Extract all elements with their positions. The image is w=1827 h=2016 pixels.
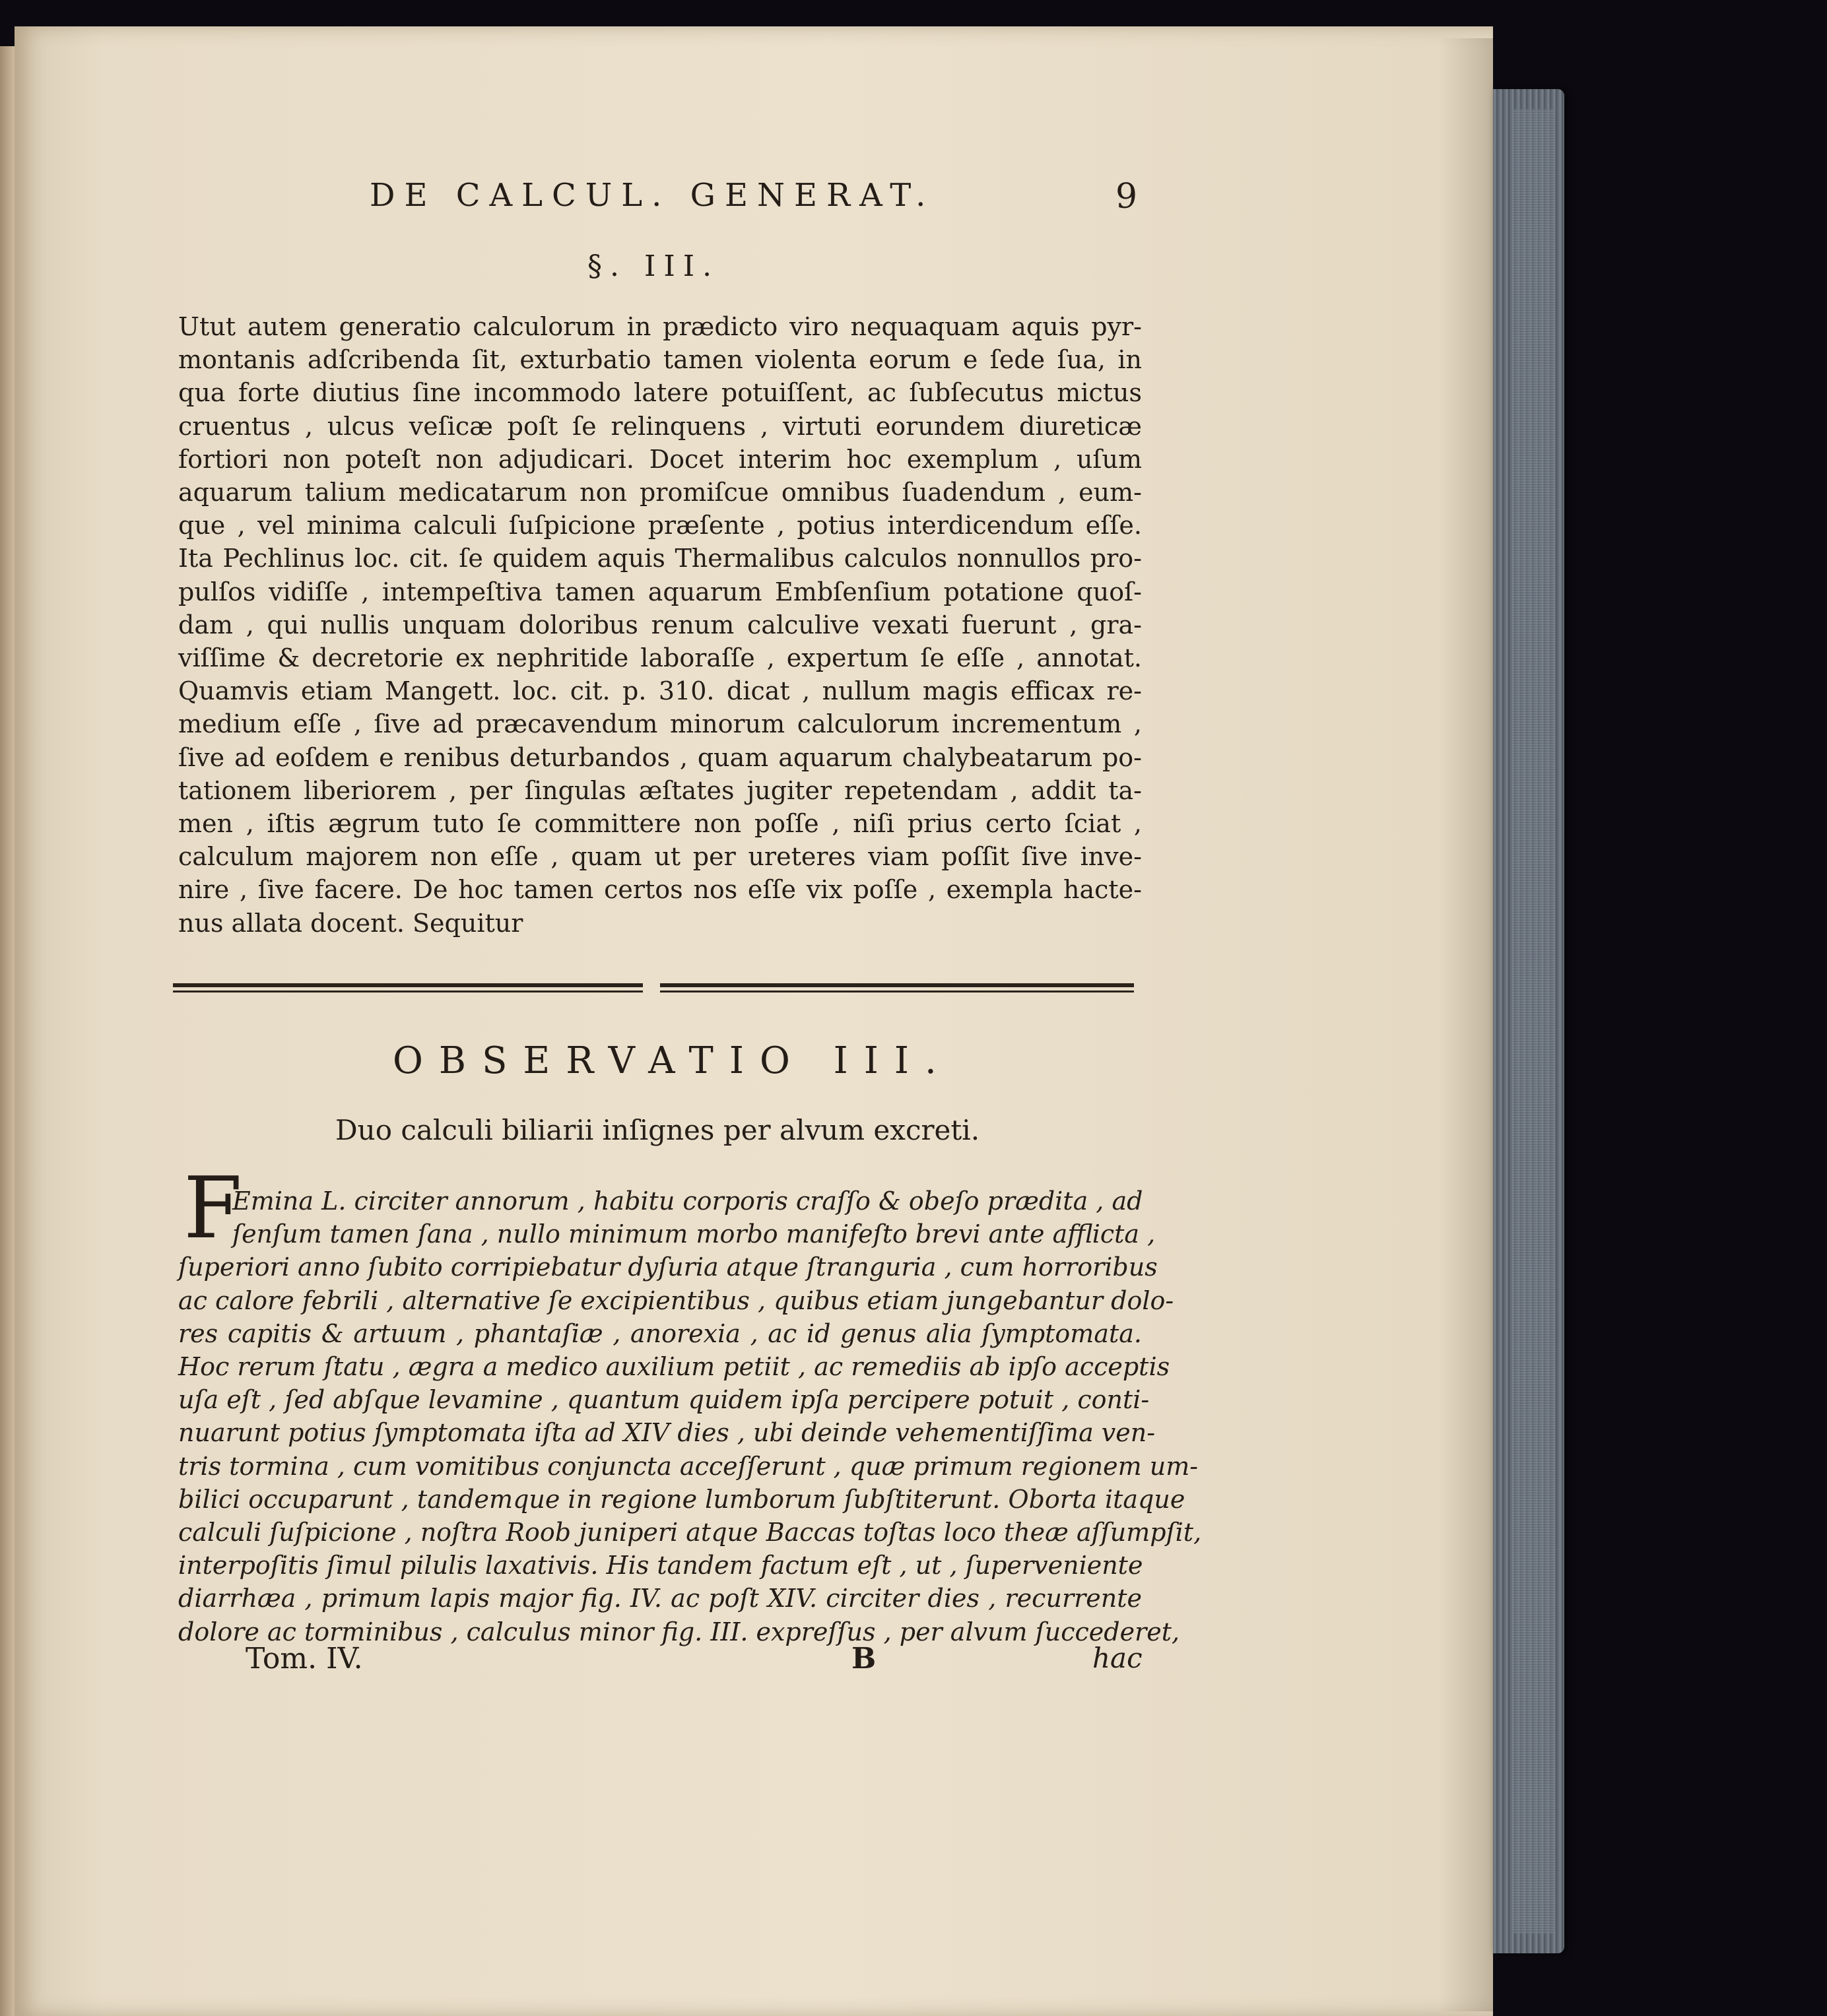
text-line: nire , ſive facere. De hoc tamen certos nos eſſe vix poſſe , exempla hacte-: [178, 875, 1142, 905]
text-line: Quamvis etiam Mangett. loc. cit. p. 310. dicat , nullum magis efficax re-: [178, 676, 1142, 706]
text-line: ſenſum tamen ſana , nullo minimum morbo manifeſto brevi ante afflicta ,: [232, 1219, 1156, 1249]
text-line: bilici occuparunt , tandemque in regione lumborum ſubſtiterunt. Oborta itaque: [178, 1484, 1185, 1514]
text-line: tris tormina , cum vomitibus conjuncta acceſſerunt , quæ primum regionem um-: [178, 1451, 1199, 1481]
book-fore-edge-texture: [1513, 109, 1555, 1934]
text-line: res capitis & artuum , phantaſiæ , anorexia , ac id genus alia ſymptomata.: [178, 1318, 1142, 1348]
text-line: Ita Pechlinus loc. cit. ſe quidem aquis Thermalibus calculos nonnullos pro-: [178, 544, 1142, 573]
text-line: calculum majorem non eſſe , quam ut per ureteres viam poſſit ſive inve-: [178, 842, 1142, 872]
paragraph-1: [178, 310, 1142, 940]
page-number: 9: [1115, 177, 1138, 216]
text-line: uſa eſt , ſed abſque levamine , quantum quidem ipſa percipere potuit , conti-: [178, 1385, 1150, 1415]
text-line: fortiori non poteſt non adjudicari. Docet interim hoc exemplum , uſum: [178, 444, 1142, 474]
text-line: nus allata docent. Sequitur: [178, 908, 523, 938]
text-line: men , iſtis ægrum tuto ſe committere non poſſe , niſi prius certo ſciat ,: [178, 809, 1142, 839]
text-line: medium eſſe , ſive ad præcavendum minorum calculorum incrementum ,: [178, 709, 1142, 739]
text-line: dam , qui nullis unquam doloribus renum calculive vexati fuerunt , gra-: [178, 610, 1142, 639]
left-page-edge: [0, 46, 15, 2016]
text-line: Utut autem generatio calculorum in prædicto viro nequaquam aquis pyr-: [178, 312, 1142, 341]
observatio-text: [178, 1185, 1202, 1648]
text-line: aquarum talium medicatarum non promiſcue omnibus ſuadendum , eum-: [178, 478, 1142, 507]
page-fold-shadow: [1439, 38, 1493, 2011]
signature-mark: B: [851, 1642, 877, 1675]
divider-rule-right: [660, 983, 1134, 987]
text-line: pulſos vidiſſe , intempeſtiva tamen aquarum Embſenſium potatione quoſ-: [178, 577, 1142, 606]
text-line: viſſime & decretorie ex nephritide laboraſſe , expertum ſe eſſe , annotat.: [178, 643, 1142, 673]
text-line: Hoc rerum ſtatu , ægra a medico auxilium petiit , ac remediis ab ipſo acceptis: [178, 1352, 1170, 1382]
text-line: Emina L. circiter annorum , habitu corporis craſſo & obeſo prædita , ad: [232, 1187, 1143, 1216]
text-line: dolore ac torminibus , calculus minor fig. III. expreſſus , per alvum ſuccederet,: [178, 1617, 1180, 1646]
text-line: nuarunt potius ſymptomata iſta ad XIV dies , ubi deinde vehementiſſima ven-: [178, 1418, 1156, 1448]
text-line: que , vel minima calculi ſuſpicione præſente , potius interdicendum eſſe.: [178, 511, 1142, 540]
section-heading: §. III.: [587, 249, 720, 283]
text-line: calculi ſuſpicione , noſtra Roob juniperi atque Baccas toſtas loco theæ aſſumpſit,: [178, 1518, 1202, 1547]
volume-footer: Tom. IV.: [246, 1642, 363, 1675]
text-line: diarrhæa , primum lapis major fig. IV. ac poſt XIV. circiter dies , recurrente: [178, 1584, 1142, 1613]
divider-rule-left: [173, 983, 643, 987]
running-header: DE CALCUL. GENERAT.: [370, 177, 935, 214]
text-line: ſuperiori anno ſubito corripiebatur dyſuria atque ſtranguria , cum horroribus: [178, 1252, 1158, 1282]
text-line: ac calore febrili , alternative ſe excipientibus , quibus etiam jungebantur dolo-: [178, 1285, 1174, 1315]
text-line: qua forte diutius ſine incommodo latere potuiſſent, ac ſubſecutus mictus: [178, 378, 1142, 408]
text-line: interpoſitis ſimul pilulis laxativis. His tandem factum eſt , ut , ſuperveniente: [178, 1551, 1143, 1580]
observatio-title: OBSERVATIO III.: [393, 1039, 952, 1082]
text-line: montanis adſcribenda ſit, exturbatio tamen violenta eorum e ſede ſua, in: [178, 345, 1142, 375]
drop-cap: F: [183, 1159, 242, 1258]
text-line: ſive ad eoſdem e renibus deturbandos , quam aquarum chalybeatarum po-: [178, 742, 1142, 772]
catchword: hac: [1092, 1642, 1143, 1674]
text-line: tationem liberiorem , per ſingulas æſtates jugiter repetendam , addit ta-: [178, 775, 1142, 805]
text-line: cruentus , ulcus veſicæ poſt ſe relinquens , virtuti eorundem diureticæ: [178, 411, 1142, 441]
observatio-subtitle: Duo calculi biliarii inſignes per alvum excreti.: [335, 1114, 980, 1146]
